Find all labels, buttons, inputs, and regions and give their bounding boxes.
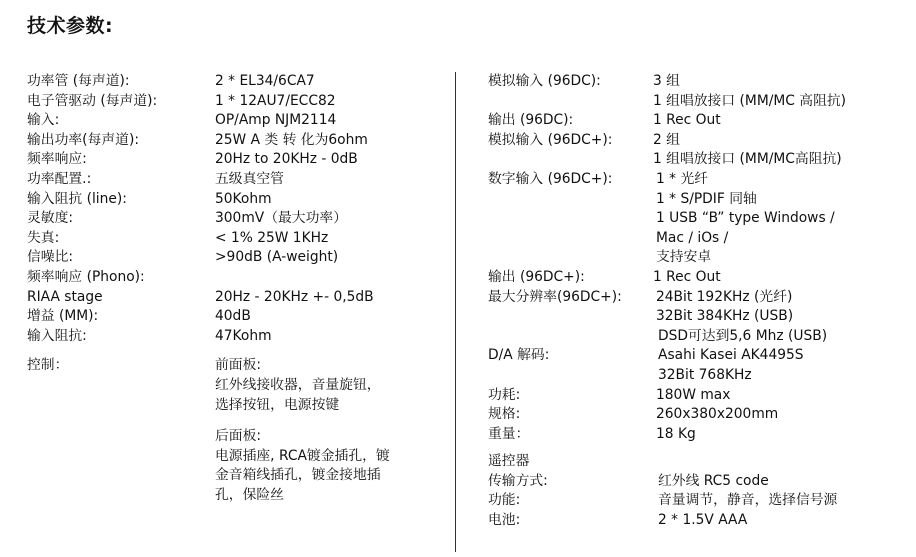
spec-label: 控制： (27, 357, 69, 374)
spec-row (27, 111, 437, 131)
spec-value: 300mV（最大功率） (215, 210, 347, 227)
spec-value: 20Hz to 20KHz - 0dB (215, 151, 358, 168)
spec-label: 最大分辨率(96DC+): (488, 288, 622, 305)
spec-value: 金音箱线插孔，镀金接地插 (215, 467, 381, 484)
spec-row (27, 190, 437, 210)
spec-label: 功率管 (每声道): (27, 73, 130, 89)
spec-value: DSD可达到5,6 Mhz (USB) (658, 327, 828, 344)
spec-row (488, 72, 898, 92)
spec-row (488, 307, 898, 327)
spec-value: 红外线接收器，音量旋钮， (215, 376, 381, 393)
spec-row (27, 170, 437, 190)
spec-row (27, 131, 437, 151)
spec-value: 25W A 类 转 化为6ohm (215, 131, 368, 148)
spec-label: 频率响应 (Phono): (27, 268, 145, 285)
page-title: 技术参数: (27, 15, 114, 37)
spec-row (27, 396, 437, 416)
spec-label: 重量： (488, 425, 530, 442)
spec-row (488, 190, 898, 210)
spec-label: 功率配置.: (27, 170, 92, 187)
spec-value: 260x380x200mm (656, 406, 779, 423)
spec-row (488, 92, 898, 112)
spec-value: 后面板: (215, 428, 262, 445)
spec-row (488, 131, 898, 151)
spec-value: 2 * EL34/6CA7 (215, 73, 315, 89)
spec-value: >90dB (A-weight) (215, 249, 339, 266)
spec-value: 1 Rec Out (653, 112, 721, 129)
spec-row (488, 327, 898, 347)
spec-value: 40dB (215, 308, 251, 325)
spec-row (488, 511, 898, 531)
spec-label: 输入阻抗: (27, 327, 87, 344)
spec-label: 信噪比: (27, 249, 74, 266)
spec-row (488, 452, 898, 472)
spec-value: 支持安卓 (656, 249, 712, 266)
spec-row (488, 268, 898, 288)
spec-label: 输入阻抗 (line): (27, 190, 127, 207)
spec-row (27, 327, 437, 347)
spec-label: 电池: (488, 512, 521, 529)
spec-row (488, 229, 898, 249)
spec-row (27, 288, 437, 308)
spec-value: 五级真空管 (215, 170, 284, 187)
spec-value: 音量调节，静音，选择信号源 (658, 492, 838, 509)
spec-value: 红外线 RC5 code (658, 472, 769, 489)
spec-row (27, 356, 437, 376)
spec-row (27, 307, 437, 327)
spec-row (27, 427, 437, 447)
spec-label: 规格: (488, 406, 521, 423)
spec-value: 1 * S/PDIF 同轴 (656, 190, 757, 207)
spec-value: 3 组 (653, 73, 680, 89)
spacer (27, 346, 437, 356)
spec-row (488, 288, 898, 308)
spec-row (27, 150, 437, 170)
spec-label: D/A 解码: (488, 347, 550, 364)
spec-row (27, 268, 437, 288)
spec-label: 增益 (MM): (27, 308, 99, 325)
spec-label: 输出 (96DC): (488, 112, 574, 129)
spec-row (488, 150, 898, 170)
spec-row (27, 248, 437, 268)
spec-label: 灵敏度: (27, 210, 74, 227)
spec-value: 47Kohm (215, 327, 272, 344)
spec-label: 输入: (27, 112, 60, 129)
spec-label: RIAA stage (27, 288, 103, 305)
spec-value: Asahi Kasei AK4495S (658, 347, 804, 364)
spec-value: 20Hz - 20KHz +- 0,5dB (215, 288, 374, 305)
spec-row (488, 111, 898, 131)
spec-label: 传输方式: (488, 472, 548, 489)
spec-label: 输出 (96DC+): (488, 268, 585, 285)
spec-row (27, 72, 437, 92)
left-spec-column (27, 72, 437, 505)
spec-row (27, 229, 437, 249)
spec-row (27, 209, 437, 229)
spec-value: 1 USB “B” type Windows / (656, 210, 835, 227)
right-spec-column (488, 72, 898, 531)
spec-label: 频率响应: (27, 151, 87, 168)
spec-value: 前面板: (215, 357, 262, 374)
spec-value: 2 * 1.5V AAA (658, 512, 748, 529)
spec-row (27, 486, 437, 506)
spec-label: 电子管驱动 (每声道): (27, 92, 158, 109)
spec-label: 遥控器 (488, 453, 530, 470)
spec-value: 18 Kg (656, 425, 696, 442)
spec-row (488, 248, 898, 268)
spec-value: 选择按钮，电源按键 (215, 396, 340, 413)
spec-label: 模拟输入 (96DC): (488, 73, 601, 89)
spec-value: 1 组唱放接口 (MM/MC高阻抗) (653, 151, 842, 168)
spec-value: < 1% 25W 1KHz (215, 229, 329, 246)
spec-row (27, 447, 437, 467)
spec-row (488, 386, 898, 406)
spec-value: 2 组 (653, 131, 680, 148)
spec-value: 32Bit 768KHz (658, 366, 752, 383)
spec-label: 功能: (488, 492, 521, 509)
spacer (27, 415, 437, 425)
spec-row (488, 366, 898, 386)
spec-value: 180W max (656, 386, 731, 403)
spec-label: 模拟输入 (96DC+): (488, 131, 613, 148)
spec-value: 孔，保险丝 (215, 486, 284, 503)
spec-row (488, 491, 898, 511)
spec-value: 32Bit 384KHz (USB) (656, 308, 794, 325)
spec-row (488, 472, 898, 492)
spec-row (488, 425, 898, 445)
spec-label: 功耗: (488, 386, 521, 403)
spec-label: 失真: (27, 229, 60, 246)
spec-value: 50Kohm (215, 190, 272, 207)
spec-value: 1 Rec Out (653, 268, 721, 285)
spec-value: 1 * 光纤 (656, 170, 709, 187)
spec-row (27, 92, 437, 112)
spec-value: Mac / iOs / (656, 229, 729, 246)
spec-value: 电源插座, RCA镀金插孔，镀 (215, 447, 390, 464)
spec-row (488, 346, 898, 366)
spacer (488, 444, 898, 452)
column-divider (455, 72, 456, 552)
spec-value: 24Bit 192KHz (光纤) (656, 288, 793, 305)
spec-row (488, 405, 898, 425)
spec-value: 1 组唱放接口 (MM/MC 高阻抗) (653, 92, 847, 109)
spec-row (488, 170, 898, 190)
spec-row (488, 209, 898, 229)
spec-value: OP/Amp NJM2114 (215, 112, 337, 129)
spec-value: 1 * 12AU7/ECC82 (215, 92, 336, 109)
spec-row (27, 466, 437, 486)
spec-row (27, 376, 437, 396)
spec-label: 输出功率(每声道): (27, 131, 139, 148)
spec-label: 数字输入 (96DC+): (488, 170, 613, 187)
